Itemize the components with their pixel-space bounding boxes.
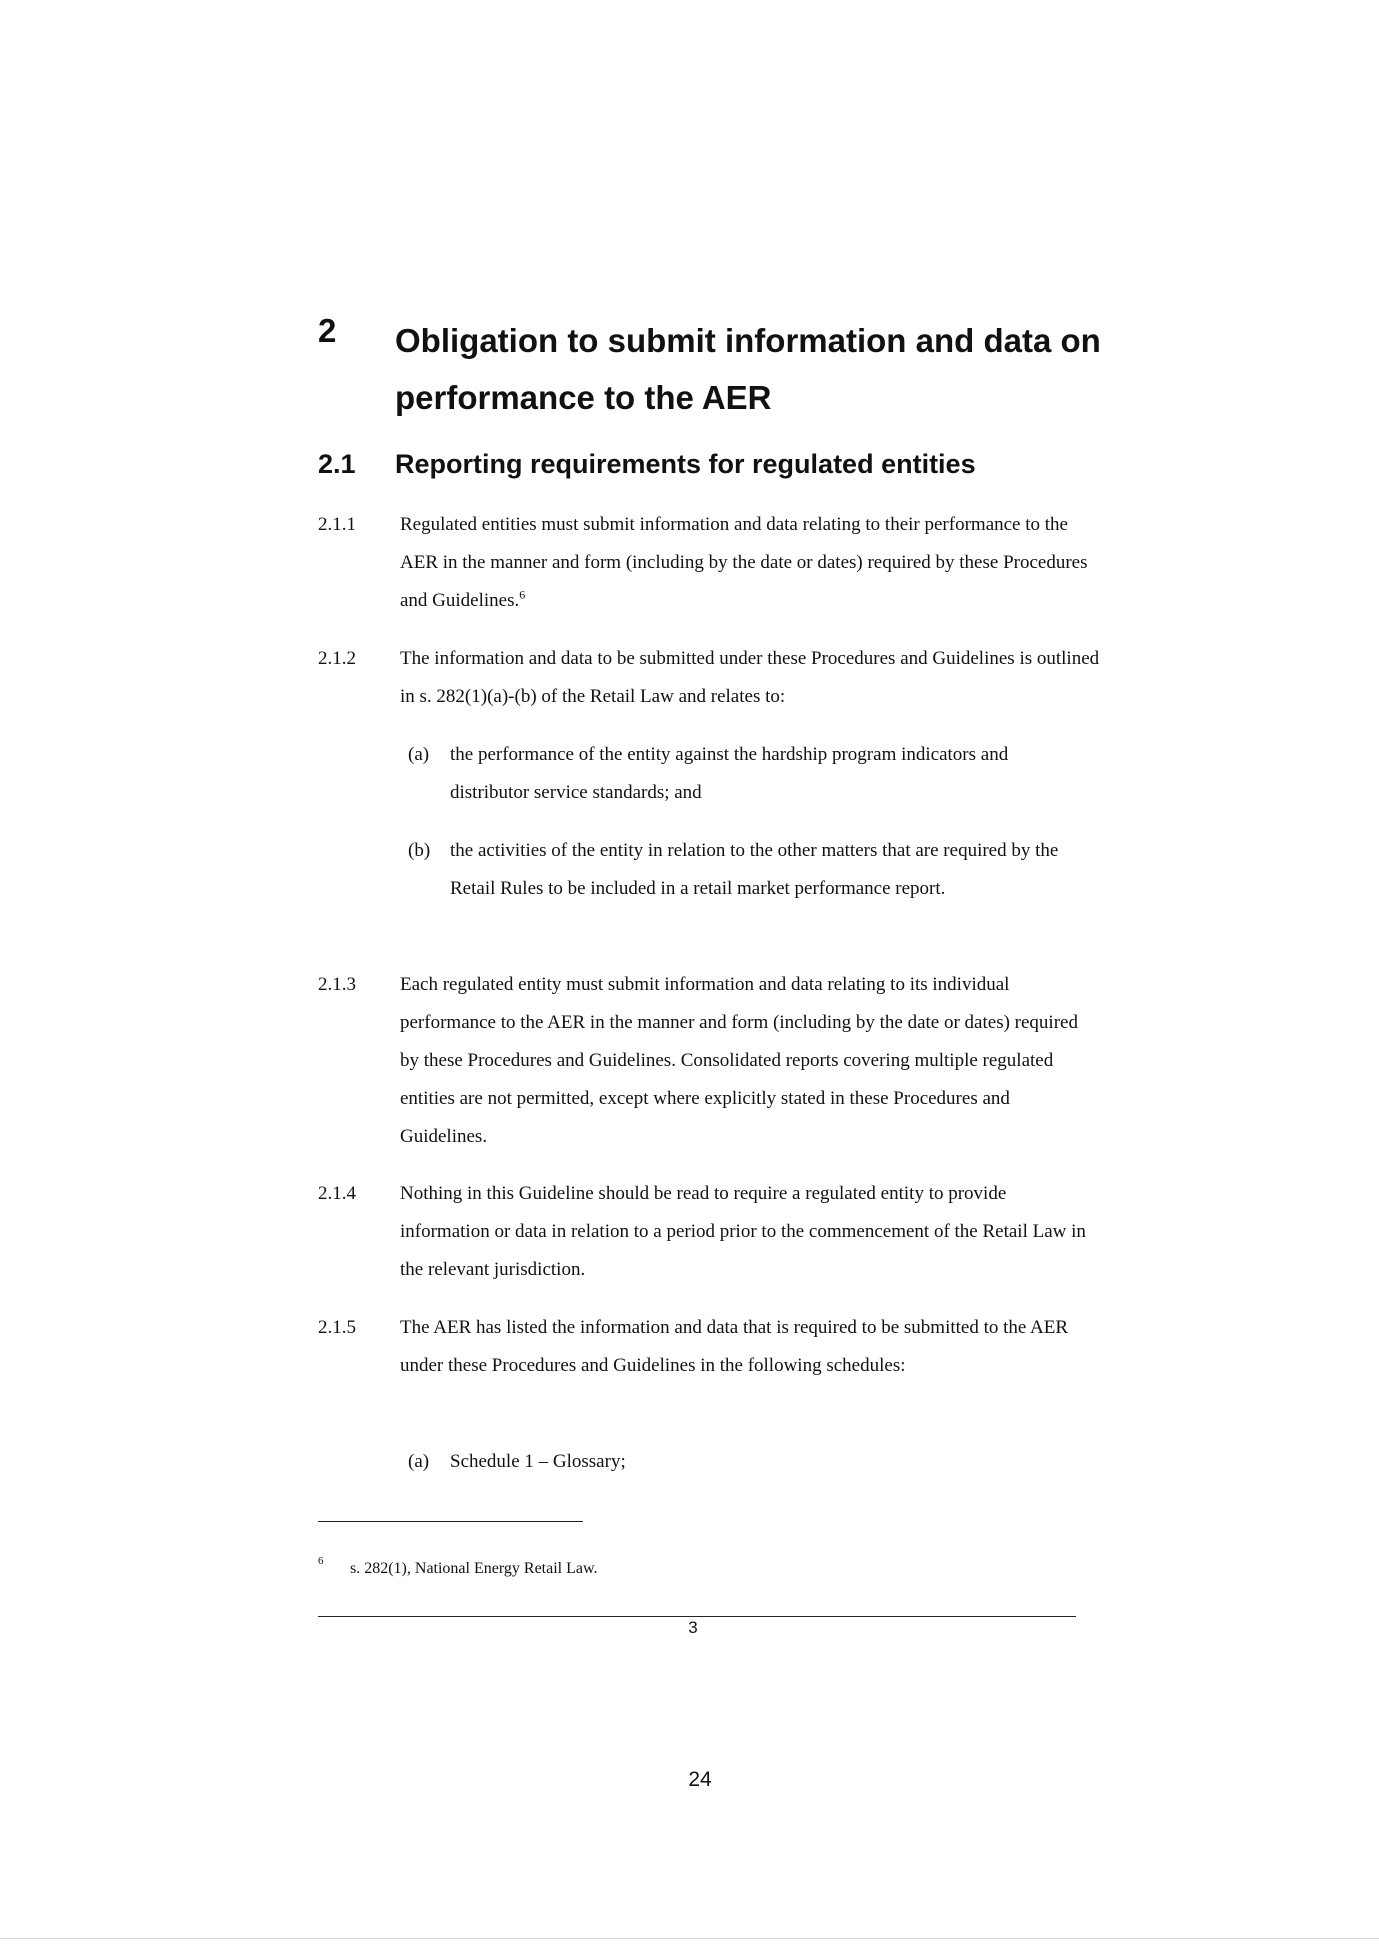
- footer-rule: [318, 1616, 1076, 1617]
- clause-text: The information and data to be submitted under these Procedures and Guidelines is outlined in s. 282(1)(a)-(b) of the Retail Law and relates to:: [400, 648, 1100, 707]
- chapter-title: Obligation to submit information and data on performance to the AER: [395, 322, 1101, 416]
- item-text: Schedule 1 – Glossary;: [450, 1451, 626, 1472]
- item-label: (b): [408, 840, 431, 861]
- item-label: (a): [408, 744, 430, 765]
- section-number: 2.1: [318, 449, 356, 479]
- clause-text: The AER has listed the information and data that is required to be submitted to the AER under these Procedures and Guidelines in the following schedules:: [400, 1317, 1069, 1376]
- bundle-page-number: 24: [688, 1768, 712, 1791]
- clause-text: Nothing in this Guideline should be read to require a regulated entity to provide information or data in relation to a period prior to the commencement of the Retail Law in the relevant jurisdiction.: [400, 1183, 1086, 1280]
- footnote-reference: 6: [519, 587, 526, 602]
- footnote-mark: 6: [318, 1555, 324, 1567]
- item-text: the activities of the entity in relation to the other matters that are required by the Retail Rules to be included in a retail market performance report.: [450, 840, 1059, 899]
- chapter-number: 2: [318, 312, 337, 349]
- section-title: Reporting requirements for regulated entities: [395, 449, 976, 479]
- clause-number: 2.1.1: [318, 514, 356, 535]
- footnote-text: s. 282(1), National Energy Retail Law.: [350, 1560, 598, 1577]
- clause-number: 2.1.3: [318, 974, 356, 995]
- item-text: the performance of the entity against the hardship program indicators and distributor service standards; and: [450, 744, 1009, 803]
- clause-number: 2.1.2: [318, 648, 356, 669]
- scan-edge-line: [0, 1938, 1379, 1939]
- clause-number: 2.1.5: [318, 1317, 356, 1338]
- item-label: (a): [408, 1451, 430, 1472]
- footer-page-number: 3: [688, 1618, 698, 1637]
- footnote-separator: [318, 1521, 583, 1522]
- clause-text: Regulated entities must submit information and data relating to their performance to the AER in the manner and form (including by the date or dates) required by these Procedures and Guidelines.$^6$: [400, 514, 1088, 611]
- clause-number: 2.1.4: [318, 1183, 356, 1204]
- clause-text: Each regulated entity must submit information and data relating to its individual performance to the AER in the manner and form (including by the date or dates) required by these Procedures and Guidelines. Consolidated reports covering multiple regulated entities are not permitted, except where explicitly stated in these Procedures and Guidelines.: [400, 974, 1078, 1147]
